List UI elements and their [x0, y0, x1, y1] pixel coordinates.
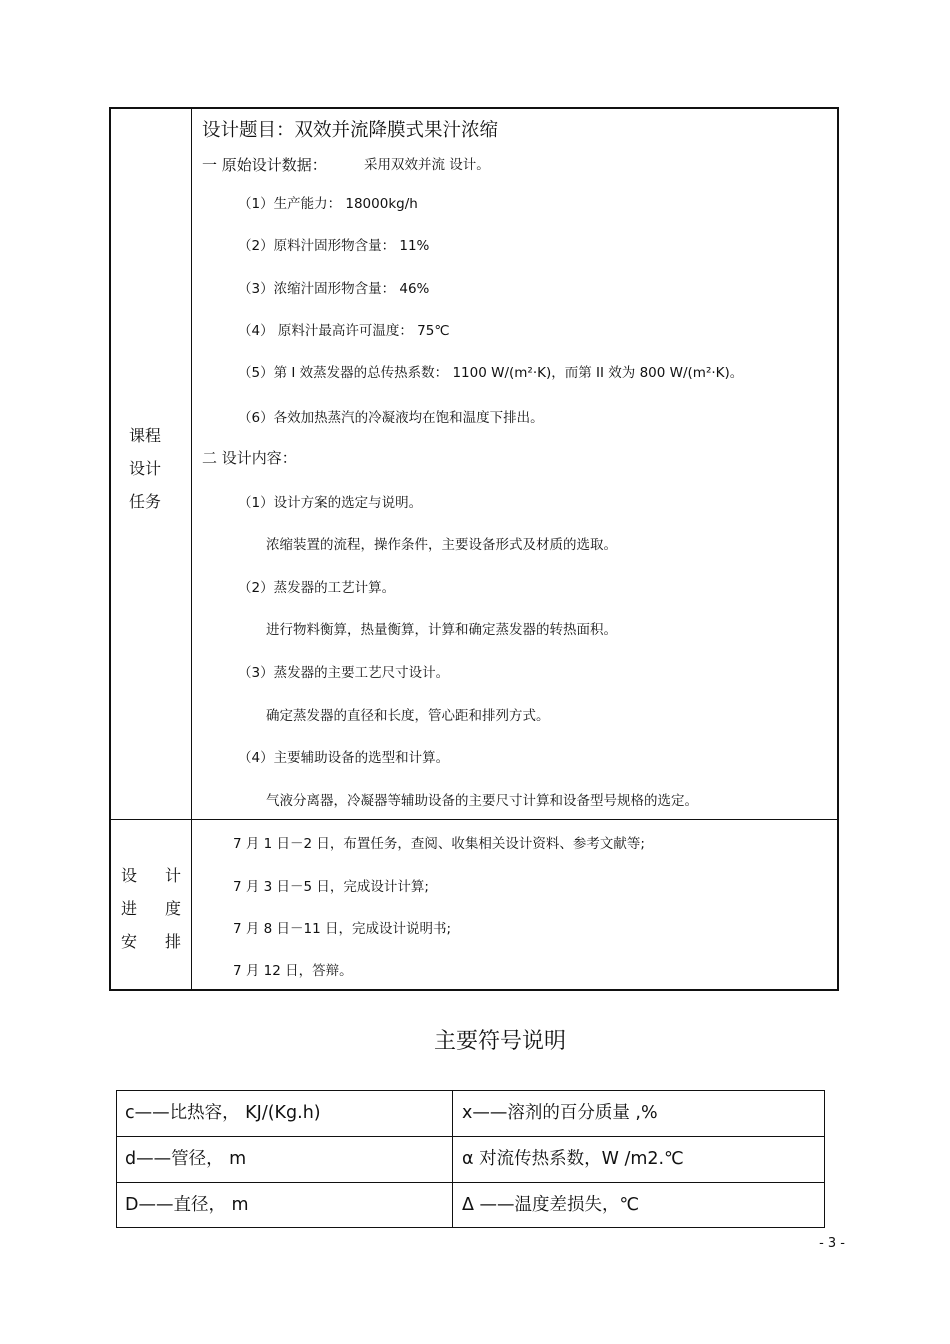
row-divider	[117, 1136, 824, 1137]
symbol-cell: x——溶剂的百分质量 ,%	[462, 1103, 658, 1123]
content-heading: （1）设计方案的选定与说明。	[238, 495, 423, 511]
symbol-cell: D——直径， m	[125, 1195, 249, 1215]
data-item: （6）各效加热蒸汽的冷凝液均在饱和温度下排出。	[238, 410, 544, 426]
page-number: - 3 -	[819, 1236, 845, 1251]
task-table	[109, 107, 839, 991]
course-task-label: 课程 设计 任务	[129, 426, 162, 511]
column-divider	[191, 109, 192, 989]
section-original-data-note: 采用双效并流 设计。	[364, 157, 490, 173]
content-heading: （3）蒸发器的主要工艺尺寸设计。	[238, 665, 450, 681]
content-heading: （2）蒸发器的工艺计算。	[238, 580, 396, 596]
symbol-cell: c——比热容， KJ/(Kg.h)	[125, 1103, 321, 1123]
schedule-item: 7 月 8 日－11 日，完成设计说明书;	[233, 921, 452, 937]
schedule-item: 7 月 1 日－2 日，布置任务，查阅、收集相关设计资料、参考文献等;	[233, 836, 645, 852]
section-design-content: 二 设计内容：	[202, 449, 297, 467]
symbol-cell: Δ ——温度差损失，℃	[462, 1195, 640, 1215]
symbol-cell: d——管径， m	[125, 1149, 247, 1169]
data-item: （5）第 I 效蒸发器的总传热系数： 1100 W/(m²·K)，而第 II 效为 800 W/(m²·K)。	[238, 365, 744, 381]
design-title: 设计题目：双效并流降膜式果汁浓缩	[202, 120, 499, 141]
content-detail: 气液分离器，冷凝器等辅助设备的主要尺寸计算和设备型号规格的选定。	[266, 793, 698, 809]
symbols-table	[116, 1090, 825, 1228]
content-detail: 浓缩装置的流程，操作条件，主要设备形式及材质的选取。	[266, 537, 617, 553]
data-item: （3）浓缩汁固形物含量： 46%	[238, 281, 430, 297]
row-divider	[111, 819, 837, 820]
symbols-title: 主要符号说明	[433, 1029, 566, 1054]
row-divider	[117, 1182, 824, 1183]
section-original-data: 一 原始设计数据：	[202, 156, 327, 174]
schedule-item: 7 月 3 日－5 日，完成设计计算;	[233, 879, 429, 895]
data-item: （1）生产能力： 18000kg/h	[238, 196, 418, 212]
content-detail: 进行物料衡算，热量衡算，计算和确定蒸发器的转热面积。	[266, 622, 617, 638]
column-divider	[452, 1091, 453, 1227]
data-item: （4） 原料汁最高许可温度： 75℃	[238, 323, 450, 339]
content-detail: 确定蒸发器的直径和长度，管心距和排列方式。	[266, 708, 550, 724]
symbol-cell: α 对流传热系数，W /m2.℃	[462, 1149, 684, 1169]
schedule-item: 7 月 12 日，答辩。	[233, 963, 353, 979]
schedule-label: 设 计 进 度 安 排	[121, 866, 181, 951]
content-heading: （4）主要辅助设备的选型和计算。	[238, 750, 450, 766]
data-item: （2）原料汁固形物含量： 11%	[238, 238, 430, 254]
